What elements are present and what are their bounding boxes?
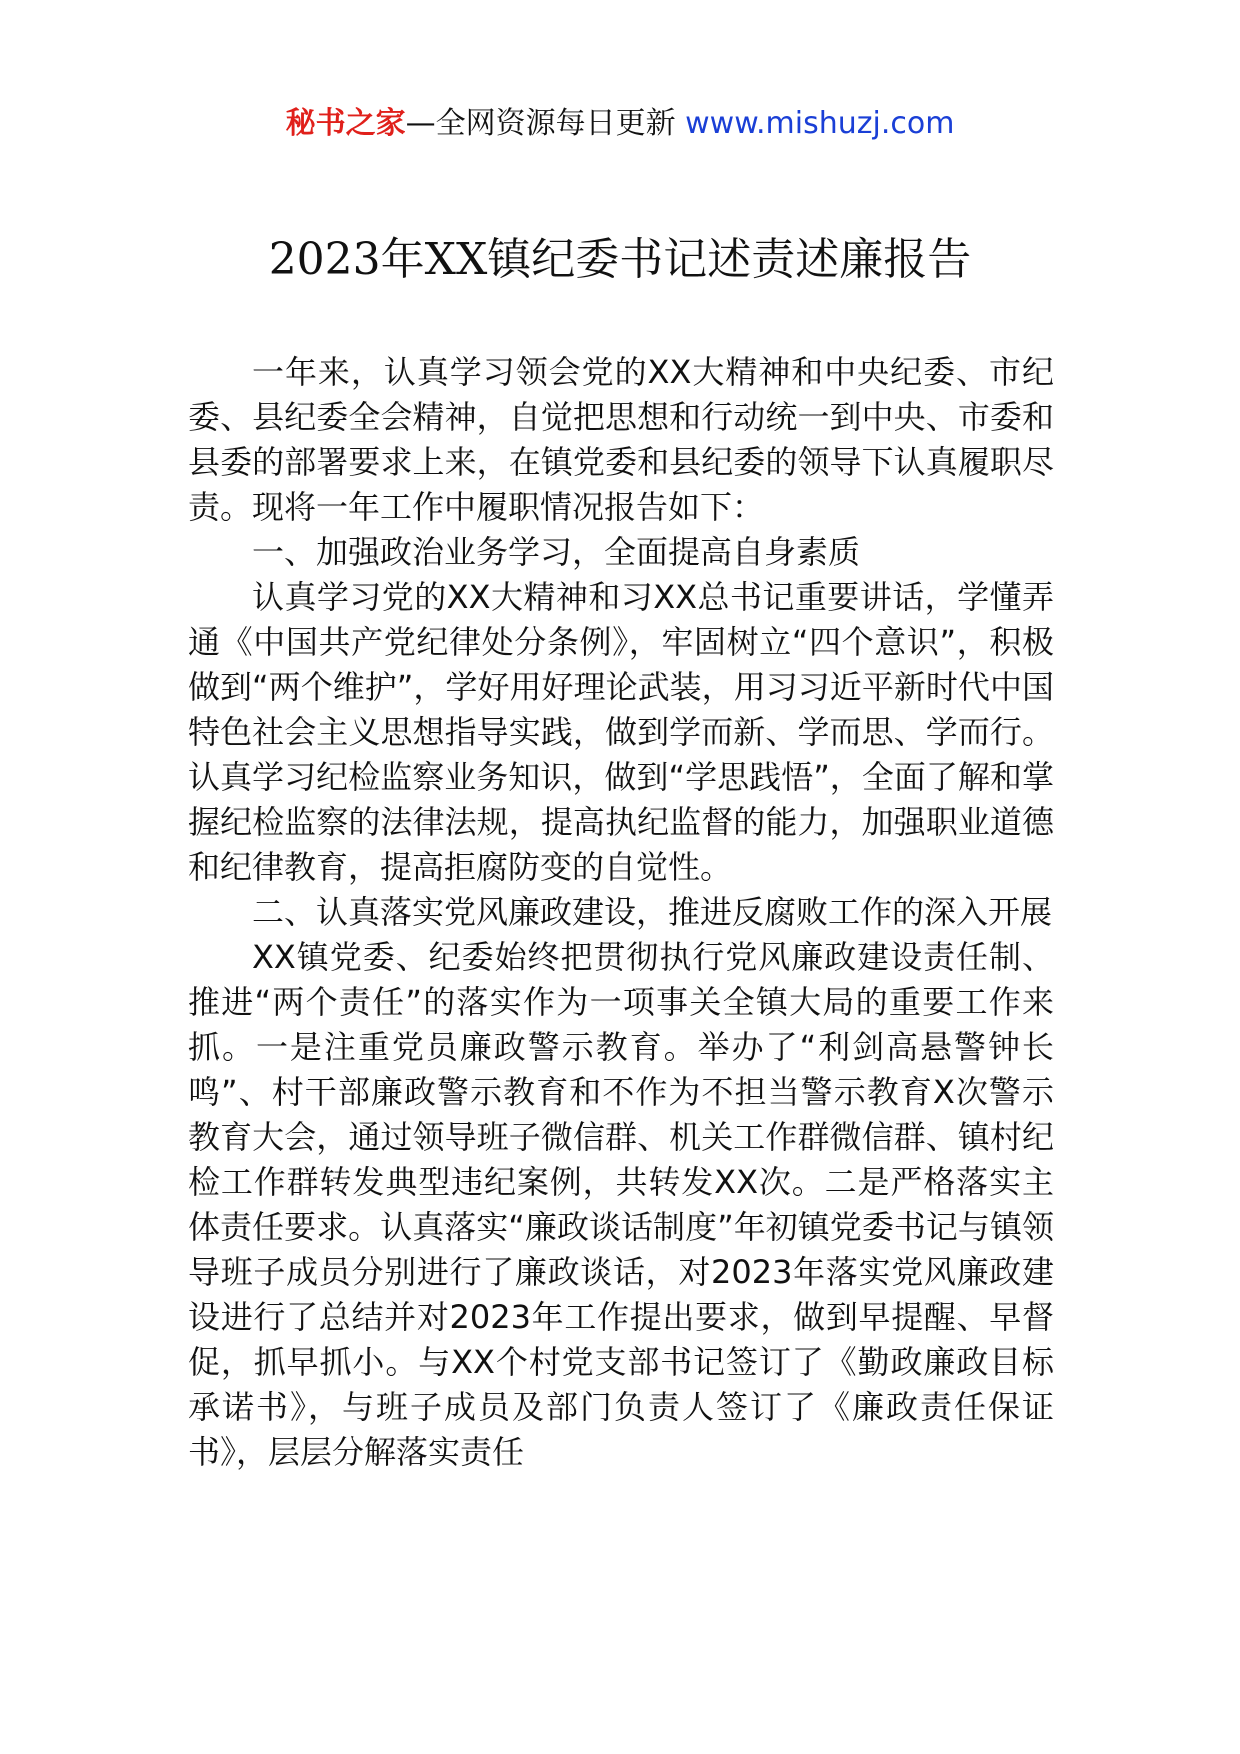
paragraph-section-1: 认真学习党的XX大精神和习XX总书记重要讲话，学懂弄通《中国共产党纪律处分条例》，牢固树立“四个意识”，积极做到“两个维护”，学好用好理论武装，用习习近平新时代中国特色社会主义思想指导实践，做到学而新、学而思、学而行。认真学习纪检监察业务知识，做到“学思践悟”，全面了解和掌握纪检监察的法律法规，提高执纪监督的能力，加强职业道德和纪律教育，提高拒腐防变的自觉性。: [188, 578, 1054, 886]
brand-name: 秘书之家: [285, 106, 406, 141]
site-banner: [0, 100, 1240, 148]
paragraph-intro: 一年来，认真学习领会党的XX大精神和中央纪委、市纪委、县纪委全会精神，自觉把思想和行动统一到中央、市委和县委的部署要求上来，在镇党委和县纪委的领导下认真履职尽责。现将一年工作中履职情况报告如下：: [188, 353, 1054, 526]
document-title: 2023年XX镇纪委书记述责述廉报告: [268, 234, 972, 285]
paragraph-section-2: XX镇党委、纪委始终把贯彻执行党风廉政建设责任制、推进“两个责任”的落实作为一项事关全镇大局的重要工作来抓。一是注重党员廉政警示教育。举办了“利剑高悬警钟长鸣”、村干部廉政警示教育和不作为不担当警示教育X次警示教育大会，通过领导班子微信群、机关工作群微信群、镇村纪检工作群转发典型违纪案例，共转发XX次。二是严格落实主体责任要求。认真落实“廉政谈话制度”年初镇党委书记与镇领导班子成员分别进行了廉政谈话，对2023年落实党风廉政建设进行了总结并对2023年工作提出要求，做到早提醒、早督促，抓早抓小。与XX个村党支部书记签订了《勤政廉政目标承诺书》，与班子成员及部门负责人签订了《廉政责任保证书》，层层分解落实责任: [188, 938, 1054, 1471]
section-heading-1: 一、加强政治业务学习，全面提高自身素质: [252, 533, 861, 571]
slogan: —全网资源每日更新: [405, 106, 686, 141]
document-body: [188, 350, 1054, 1475]
site-url-link[interactable]: www.mishuzj.com: [685, 106, 955, 141]
section-heading-2: 二、认真落实党风廉政建设，推进反腐败工作的深入开展: [252, 893, 1053, 931]
